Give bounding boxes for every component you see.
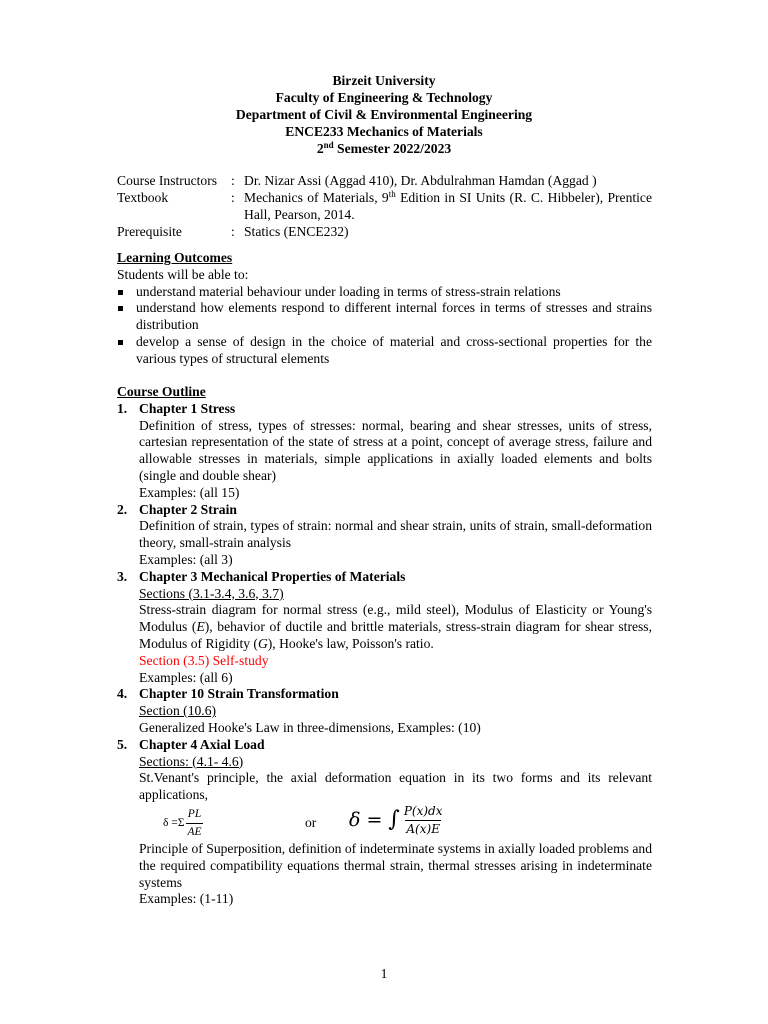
or-word: or: [305, 814, 317, 830]
textbook-title: Mechanics of Materials, 9: [244, 190, 389, 205]
chapter-title: Chapter 3 Mechanical Properties of Materials: [139, 568, 406, 584]
course-outline: [117, 384, 652, 908]
list-item: [117, 300, 652, 334]
prerequisite-label: Prerequisite: [117, 224, 182, 239]
chapter-number: 5.: [117, 736, 128, 752]
self-study-note: Section (3.5) Self-study: [139, 652, 269, 668]
chapter-sections-text: Sections (3.1-3.4, 3.6, 3.7): [139, 585, 284, 601]
description-part: ), behavior of ductile and brittle materials, stress-strain diagram for shear stress, Modulus of Rigidity (: [139, 619, 652, 651]
colon: :: [231, 173, 235, 188]
course-info: [117, 172, 652, 240]
square-bullet-icon: [118, 290, 123, 295]
chapter-examples: Examples: (all 3): [139, 551, 233, 567]
colon: :: [231, 224, 235, 239]
chapter-number: 1.: [117, 400, 128, 416]
textbook-label: Textbook: [117, 190, 169, 205]
textbook-row: [117, 189, 652, 223]
description-part: Stress-strain diagram for normal stress (e.g., mild steel), Modulus of Elasticity or Young's Modulus (: [139, 602, 652, 635]
semester: [0, 140, 768, 157]
chapter-number: 2.: [117, 501, 128, 517]
equals-sign: =: [366, 808, 383, 831]
chapter-sections-text: Sections: (4.1- 4.6): [139, 753, 244, 769]
fraction: [403, 803, 444, 838]
numerator: PL: [187, 807, 202, 820]
chapter-title: Chapter 1 Stress: [139, 400, 236, 416]
chapter-description: [139, 602, 652, 652]
square-bullet-icon: [118, 306, 123, 311]
chapter-title: Chapter 10 Strain Transformation: [139, 686, 339, 702]
course-outline-title: Course Outline: [117, 384, 206, 399]
document-header: [0, 72, 768, 157]
formula-lhs: δ =Σ: [163, 816, 185, 829]
chapter-description: Generalized Hooke's Law in three-dimensions, Examples: (10): [139, 719, 481, 735]
textbook-value: [244, 189, 652, 223]
list-item-text: understand how elements respond to different internal forces in terms of stresses and strains distribution: [136, 300, 652, 333]
chapter-1: [117, 401, 652, 502]
chapter-2: [117, 502, 652, 569]
list-item: [117, 284, 652, 301]
chapter-sections: [139, 754, 652, 771]
description-part: ), Hooke's law, Poisson's ratio.: [267, 635, 434, 651]
sum-formula: [163, 806, 203, 841]
learning-outcomes-intro: Students will be able to:: [117, 266, 249, 282]
chapter-3: [117, 569, 652, 687]
faculty-name: Faculty of Engineering & Technology: [275, 90, 493, 105]
chapter-examples: Examples: (all 6): [139, 669, 233, 685]
integral-symbol: ∫: [388, 806, 400, 832]
delta-symbol: δ: [349, 808, 361, 831]
learning-outcomes-list: [117, 284, 652, 368]
chapter-4: [117, 737, 652, 908]
university-name: Birzeit University: [332, 73, 436, 88]
textbook-details: Edition in SI Units (R. C. Hibbeler), Prentice Hall, Pearson, 2014.: [244, 190, 653, 222]
instructors-value: Dr. Nizar Assi (Aggad 410), Dr. Abdulrahman Hamdan (Aggad ): [244, 173, 597, 188]
semester-number: 2: [316, 141, 324, 156]
prerequisite-value: Statics (ENCE232): [244, 224, 349, 239]
numerator: P(x)dx: [403, 803, 443, 818]
chapter-sections: [139, 586, 652, 603]
course-title: ENCE233 Mechanics of Materials: [285, 124, 483, 139]
chapter-number: 4.: [117, 686, 128, 702]
integral-formula: [349, 803, 444, 838]
semester-suffix: nd: [323, 140, 334, 150]
list-item-text: understand material behaviour under loading in terms of stress-strain relations: [136, 283, 561, 299]
chapter-number: 3.: [117, 568, 128, 584]
axial-deformation-formulas: [139, 803, 652, 840]
page-number: 1: [380, 966, 388, 981]
list-item-text: develop a sense of design in the choice of material and cross-sectional properties for the various types of structural elements: [136, 333, 652, 366]
chapter-description: Definition of stress, types of stresses: normal, bearing and shear stresses, units of stress, cartesian representation of the state of stress at a point, concept of average stress, failure and allowable stresses in materials, simple applications in axially loaded elements and bolts (single and double shear): [139, 417, 652, 483]
chapter-description-continued: Principle of Superposition, definition of indeterminate systems in axially loaded problems and the required compatibility equations thermal strain, thermal stresses arising in indeterminate systems: [139, 840, 652, 890]
chapter-title: Chapter 4 Axial Load: [139, 736, 265, 752]
chapter-examples: Examples: (1-11): [139, 891, 234, 907]
department-name: Department of Civil & Environmental Engineering: [235, 107, 533, 122]
denominator: A(x)E: [406, 821, 440, 836]
chapter-title: Chapter 2 Strain: [139, 501, 237, 517]
denominator: AE: [186, 823, 202, 841]
instructors-row: [117, 172, 652, 189]
textbook-edition-suffix: th: [388, 189, 396, 199]
list-item: [117, 334, 652, 368]
learning-outcomes-title: Learning Outcomes: [117, 250, 233, 265]
chapter-sections-text: Section (10.6): [139, 703, 217, 719]
square-bullet-icon: [118, 340, 123, 345]
chapter-description: Definition of strain, types of strain: normal and shear strain, units of strain, small-deformation theory, small-strain analysis: [139, 518, 652, 551]
instructors-label: Course Instructors: [117, 173, 218, 188]
chapter-examples: Examples: (all 15): [139, 484, 240, 500]
learning-outcomes: [117, 250, 652, 368]
chapter-description: St.Venant's principle, the axial deformation equation in its two forms and its relevant applications,: [139, 770, 652, 803]
prerequisite-row: [117, 223, 652, 240]
symbol-g: G: [257, 635, 268, 651]
semester-text: Semester 2022/2023: [333, 141, 452, 156]
chapter-sections: [139, 703, 652, 720]
fraction: [186, 806, 202, 841]
chapter-10: [117, 686, 652, 736]
symbol-e: E: [196, 619, 205, 635]
colon: :: [231, 190, 235, 205]
